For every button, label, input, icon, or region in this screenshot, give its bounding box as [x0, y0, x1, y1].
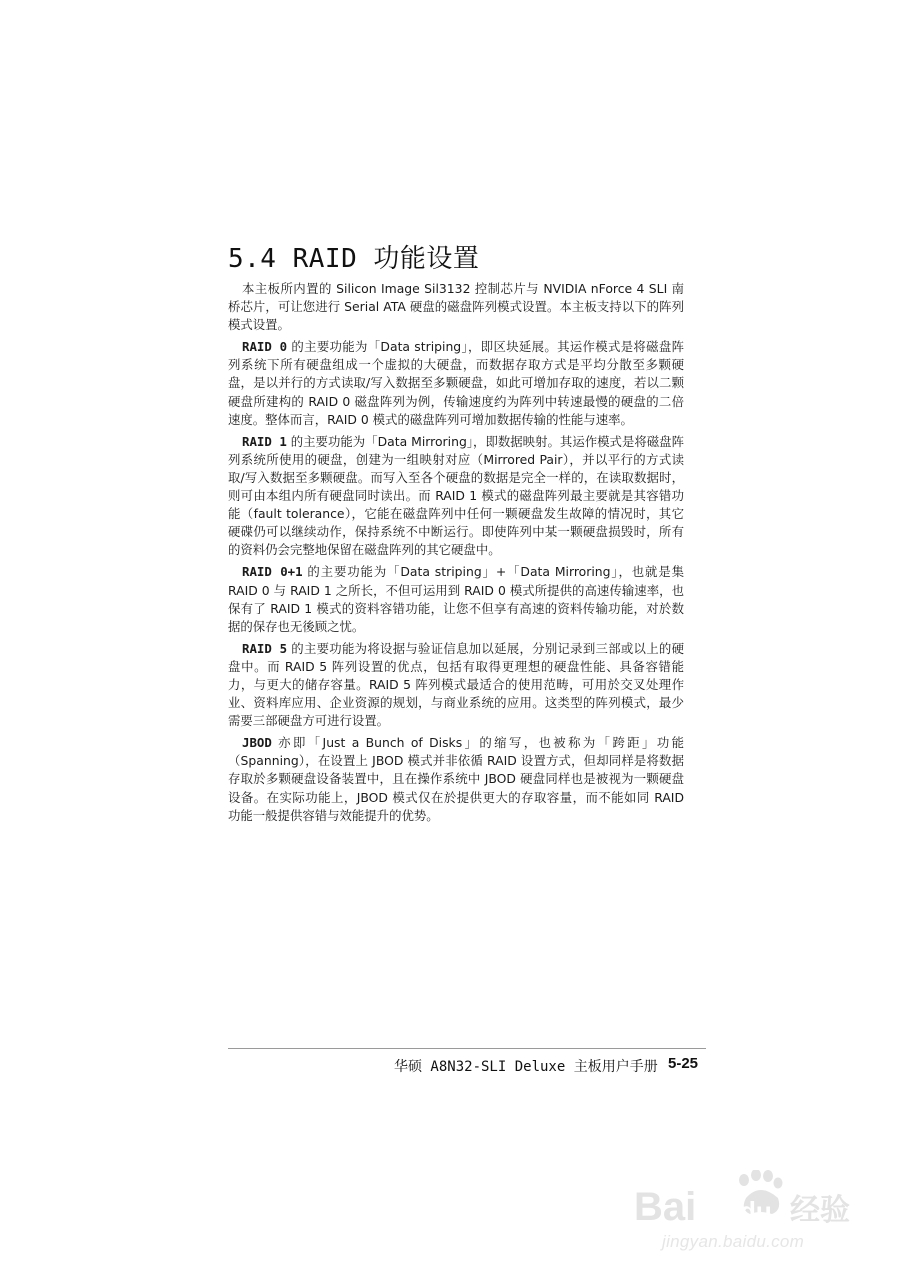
paragraph-raid01-text: 的主要功能为「Data striping」+「Data Mirroring」，也就是集 RAID 0 与 RAID 1 之所长，不但可运用到 RAID 0 模式所提供的高速传输速率，也保有了 RAID 1 模式的资料容错功能，让您不但享有高速的资料传输功能，对於数据的保存也无後顾之忧。 — [228, 564, 684, 634]
paragraph-raid5 — [228, 640, 684, 730]
section-body — [228, 280, 684, 829]
svg-text:Bai: Bai — [634, 1185, 697, 1229]
term-raid0: RAID 0 — [242, 339, 288, 355]
term-raid01: RAID 0+1 — [242, 564, 303, 580]
term-jbod: JBOD — [242, 735, 272, 751]
term-raid5: RAID 5 — [242, 640, 288, 656]
paragraph-raid1-text: 的主要功能为「Data Mirroring」，即数据映射。其运作模式是将磁盘阵列系统所使用的硬盘，创建为一组映射对应（Mirrored Pair），并以平行的方式读取/写入数据至多颗硬盘。而写入至各个硬盘的数据是完全一样的，在读取数据时，则可由本组内所有硬盘同时读出。而 RAID 1 模式的磁盘阵列最主要就是其容错功能（fault tolerance），它能在磁盘阵列中任何一颗硬盘发生故障的情况时，其它硬碟仍可以继续动作，保持系统不中断运行。即使阵列中某一颗硬盘损毁时，所有的资料仍会完整地保留在磁盘阵列的其它硬盘中。 — [228, 433, 684, 558]
baidu-watermark-logo — [632, 1170, 862, 1230]
term-raid1: RAID 1 — [242, 433, 287, 449]
paragraph-raid0 — [228, 338, 684, 428]
paragraph-jbod-text: 亦即「Just a Bunch of Disks」的缩写，也被称为「跨距」功能（Spanning），在设置上 JBOD 模式并非依循 RAID 设置方式，但却同样是将数据存取於多颗硬盘设备装置中，且在操作系统中 JBOD 硬盘同样也是被视为一颗硬盘设备。在实际功能上，JBOD 模式仅在於提供更大的存取容量，而不能如同 RAID 功能一般提供容错与效能提升的优势。 — [228, 735, 684, 823]
svg-text:du: du — [740, 1196, 772, 1226]
paragraph-raid5-text: 的主要功能为将设据与验证信息加以延展，分别记录到三部或以上的硬盘中。而 RAID 5 阵列设置的优点，包括有取得更理想的硬盘性能、具备容错能力，与更大的储存容量。RAID 5 阵列模式最适合的使用范畴，可用於交叉处理作业、资料库应用、企业资源的规划，与商业系统的应用。这类型的阵列模式，最少需要三部硬盘方可进行设置。 — [228, 640, 684, 729]
paragraph-jbod — [228, 734, 684, 824]
footer-page-number: 5-25 — [668, 1055, 699, 1072]
baidu-watermark-url: jingyan.baidu.com — [662, 1232, 805, 1251]
paragraph-intro — [228, 280, 684, 334]
paragraph-intro-text: 本主板所内置的 Silicon Image Sil3132 控制芯片与 NVIDIA nForce 4 SLI 南桥芯片，可让您进行 Serial ATA 硬盘的磁盘阵列模式设置。本主板支持以下的阵列模式设置。 — [228, 281, 684, 333]
paragraph-raid01 — [228, 563, 684, 635]
paragraph-raid1 — [228, 433, 684, 560]
section-title: 5.4 RAID 功能设置 — [228, 244, 480, 274]
footer-manual-title: 华硕 A8N32-SLI Deluxe 主板用户手册 — [394, 1059, 658, 1075]
svg-text:经验: 经验 — [790, 1193, 850, 1228]
footer-divider — [228, 1048, 706, 1049]
paragraph-raid0-text: 的主要功能为「Data striping」，即区块延展。其运作模式是将磁盘阵列系统下所有硬盘组成一个虚拟的大硬盘，而数据存取方式是平均分散至多颗硬盘，是以并行的方式读取/写入数据至多颗硬盘，如此可增加存取的速度，若以二颗硬盘所建构的 RAID 0 磁盘阵列为例，传输速度约为阵列中转速最慢的硬盘的二倍速度。整体而言，RAID 0 模式的磁盘阵列可增加数据传输的性能与速率。 — [228, 339, 684, 427]
